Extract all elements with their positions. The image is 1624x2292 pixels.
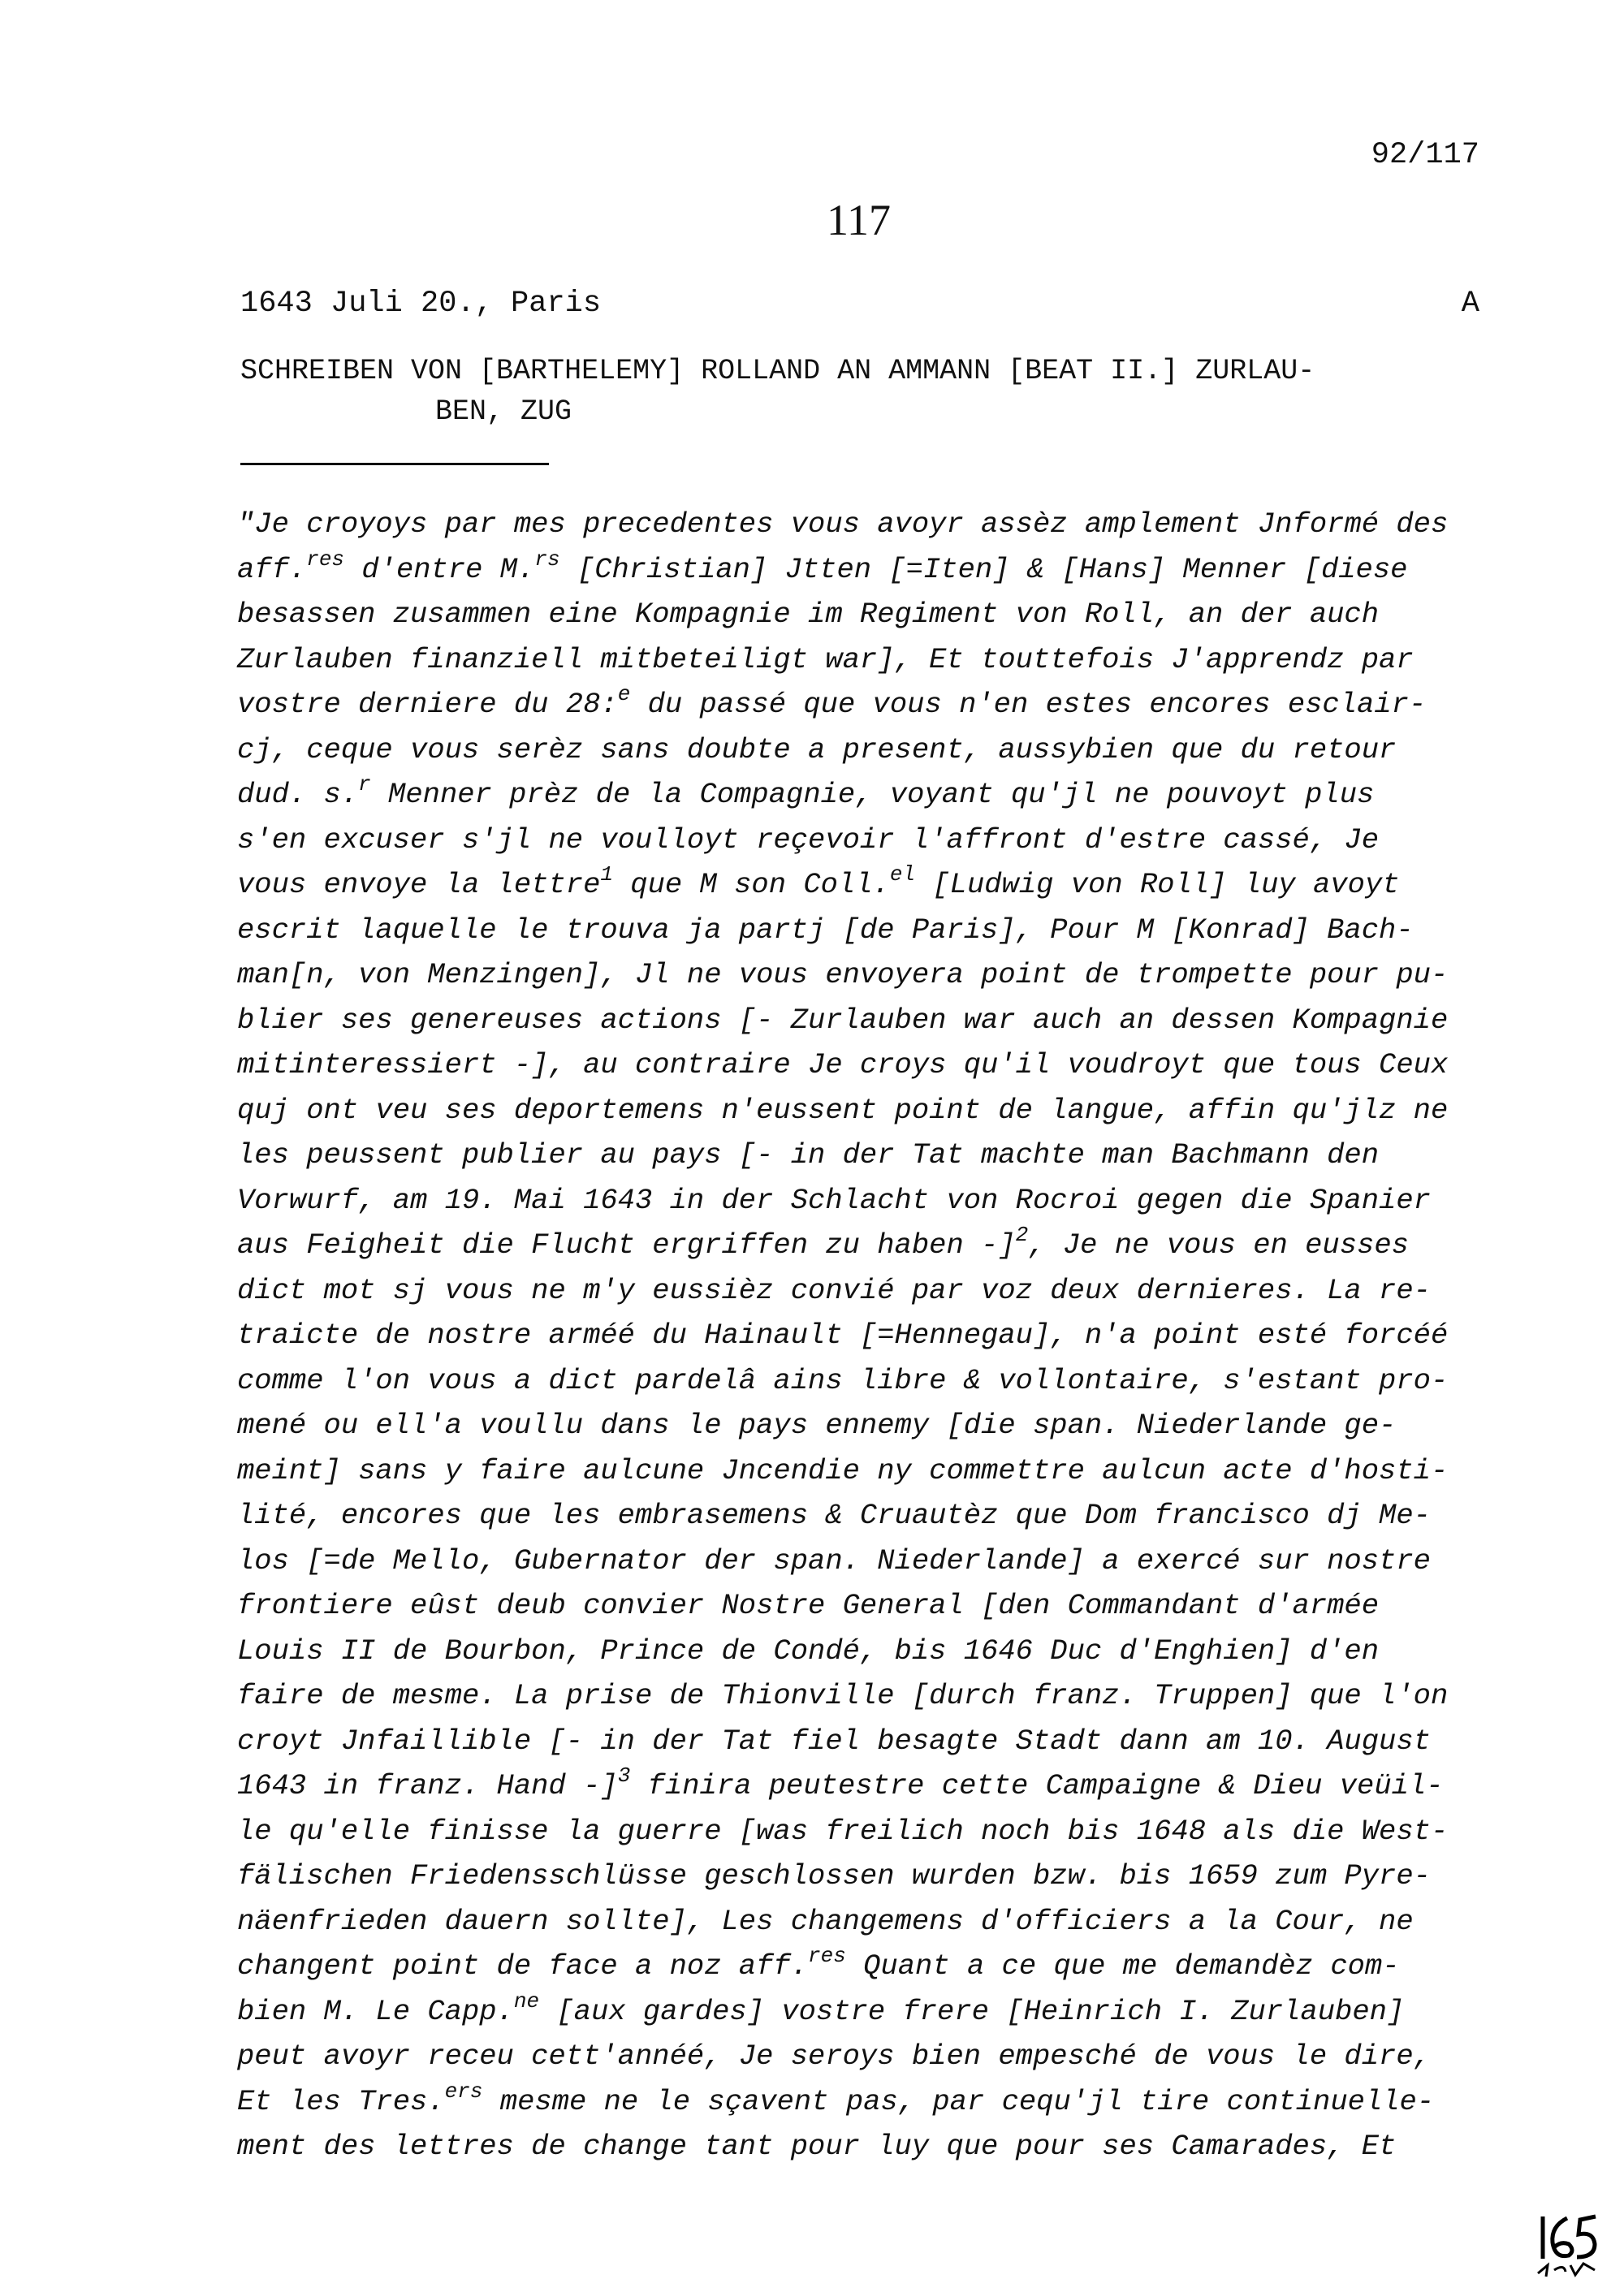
body-text: , Je ne vous en eusses [1028, 1228, 1409, 1262]
body-line [237, 908, 1488, 953]
body-text: Zurlauben finanziell mitbeteiligt war], Et touttefois J'apprendz par [237, 642, 1414, 676]
superscript: 3 [617, 1763, 631, 1788]
body-line [237, 1719, 1488, 1764]
body-text: Vorwurf, am 19. Mai 1643 in der Schlacht von Rocroi gegen die Spanier [237, 1183, 1431, 1217]
body-text: vous envoye la lettre [237, 868, 601, 901]
body-line [237, 1673, 1488, 1719]
archive-reference: 92/117 [1371, 138, 1479, 172]
body-text: croyt Jnfaillible [- in der Tat fiel besagte Stadt dann am 10. August [237, 1724, 1431, 1758]
body-text: aff. [237, 552, 307, 586]
body-line [237, 952, 1488, 998]
body-text: du passé que vous n'en estes encores esclair- [630, 688, 1427, 721]
body-text: [Christian] Jtten [=Iten] & [Hans] Menner [diese [559, 552, 1408, 586]
body-text: dud. s. [237, 778, 359, 811]
body-line [237, 592, 1488, 637]
body-text: lité, encores que les embrasemens & Cruautèz que Dom francisco dj Me- [237, 1499, 1431, 1532]
body-line [237, 1854, 1488, 1899]
body-line [237, 1223, 1488, 1268]
title-line-2: BEN, ZUG [435, 395, 572, 428]
body-line [237, 862, 1488, 908]
title-line-1: SCHREIBEN VON [BARTHELEMY] ROLLAND AN AMMANN [BEAT II.] ZURLAU- [240, 355, 1315, 387]
body-text: man[n, von Menzingen], Jl ne vous envoyera point de trompette pour pu- [237, 958, 1449, 991]
superscript: 2 [1015, 1223, 1029, 1247]
body-line [237, 772, 1488, 818]
body-text: faire de mesme. La prise de Thionville [durch franz. Truppen] que l'on [237, 1679, 1449, 1712]
body-text: escrit laquelle le trouva ja partj [de Paris], Pour M [Konrad] Bach- [237, 913, 1414, 947]
body-text: peut avoyr receu cett'annéé, Je seroys bien empesché de vous le dire, [237, 2039, 1431, 2073]
document-title [240, 351, 1483, 432]
body-line [237, 1809, 1488, 1854]
body-text: ment des lettres de change tant pour luy que pour ses Camarades, Et [237, 2130, 1397, 2163]
superscript: res [808, 1944, 846, 1968]
body-text: que M son Coll. [612, 868, 890, 901]
body-text: besassen zusammen eine Kompagnie im Regiment von Roll, an der auch [237, 598, 1380, 631]
superscript: rs [534, 546, 560, 572]
body-text: le qu'elle finisse la guerre [was freilich noch bis 1648 als die West- [237, 1814, 1449, 1848]
body-line [237, 1448, 1488, 1494]
body-line [237, 1313, 1488, 1358]
body-text: dict mot sj vous ne m'y eussièz convié par voz deux dernieres. La re- [237, 1273, 1431, 1307]
body-text: mitinteressiert -], au contraire Je croys qu'il voudroyt que tous Ceux [237, 1048, 1449, 1081]
letter-body [237, 502, 1488, 2169]
superscript: res [306, 546, 345, 572]
body-line [237, 2079, 1488, 2125]
body-line [237, 1763, 1488, 1809]
body-text: "Je croyoys par mes precedentes vous avoyr assèz amplement Jnformé des [237, 507, 1449, 541]
superscript: 1 [600, 862, 613, 887]
handwritten-folio-number [1527, 2192, 1608, 2281]
body-line [237, 2124, 1488, 2169]
body-text: s'en excuser s'jl ne voulloyt reçevoir l'affront d'estre cassé, Je [237, 822, 1380, 857]
body-line [237, 682, 1488, 727]
body-line [237, 727, 1488, 773]
body-text: d'entre M. [344, 552, 535, 586]
date-place: 1643 Juli 20., Paris [240, 287, 602, 321]
body-line [237, 1178, 1488, 1224]
superscript: ne [513, 1988, 540, 2014]
body-text: quj ont veu ses deportemens n'eussent point de langue, affin qu'jlz ne [237, 1093, 1449, 1127]
body-text: vostre derniere du 28: [237, 688, 618, 721]
body-text: näenfrieden dauern sollte], Les changemens d'officiers a la Cour, ne [237, 1904, 1414, 1938]
body-text: los [=de Mello, Gubernator der span. Niederlande] a exercé sur nostre [237, 1543, 1431, 1578]
body-text: mesme ne le sçavent pas, par cequ'jl tire continuelle- [482, 2084, 1435, 2118]
body-line [237, 1403, 1488, 1448]
body-text: Menner prèz de la Compagnie, voyant qu'jl ne pouvoyt plus [370, 778, 1375, 811]
title-divider [240, 463, 549, 465]
body-text: traicte de nostre arméé du Hainault [=Hennegau], n'a point esté forcéé [237, 1319, 1449, 1352]
body-text: blier ses genereuses actions [- Zurlauben war auch an dessen Kompagnie [237, 1003, 1449, 1037]
body-line [237, 1493, 1488, 1539]
body-line [237, 2034, 1488, 2079]
body-line [237, 1899, 1488, 1945]
body-line [237, 1944, 1488, 1989]
body-text: bien M. Le Capp. [237, 1994, 514, 2028]
body-text: [Ludwig von Roll] luy avoyt [915, 868, 1400, 901]
body-line [237, 1042, 1488, 1088]
body-text: fälischen Friedensschlüsse geschlossen wurden bzw. bis 1659 zum Pyre- [237, 1859, 1431, 1893]
body-line [237, 502, 1488, 547]
body-text: meint] sans y faire aulcune Jncendie ny commettre aulcun acte d'hosti- [237, 1453, 1449, 1487]
body-line [237, 1629, 1488, 1674]
body-text: comme l'on vous a dict pardelâ ains libre & vollontaire, s'estant pro- [237, 1363, 1449, 1397]
document-letter: A [1461, 287, 1479, 321]
body-line [237, 818, 1488, 863]
body-line [237, 1268, 1488, 1314]
body-text: Quant a ce que me demandèz com- [845, 1949, 1400, 1983]
body-text: Louis II de Bourbon, Prince de Condé, bis 1646 Duc d'Enghien] d'en [237, 1634, 1380, 1668]
body-text: mené ou ell'a voullu dans le pays ennemy [die span. Niederlande ge- [237, 1409, 1397, 1442]
superscript: r [358, 772, 371, 796]
body-line [237, 1133, 1488, 1178]
body-text: [aux gardes] vostre frere [Heinrich I. Zurlauben] [539, 1994, 1405, 2028]
body-text: les peussent publier au pays [- in der Tat machte man Bachmann den [237, 1138, 1380, 1172]
body-text: aus Feigheit die Flucht ergriffen zu haben -] [237, 1228, 1016, 1262]
body-line [237, 1539, 1488, 1584]
body-line [237, 1583, 1488, 1629]
body-text: cj, ceque vous serèz sans doubte a present, aussybien que du retour [237, 732, 1397, 766]
body-line [237, 547, 1488, 593]
body-line [237, 637, 1488, 683]
superscript: ers [444, 2078, 483, 2104]
body-line [237, 1358, 1488, 1404]
body-line [237, 1989, 1488, 2035]
body-text: 1643 in franz. Hand -] [237, 1769, 618, 1802]
body-text: changent point de face a noz aff. [237, 1949, 809, 1983]
superscript: e [617, 682, 631, 706]
body-line [237, 998, 1488, 1043]
body-text: finira peutestre cette Campaigne & Dieu veüil- [630, 1769, 1444, 1802]
body-text: Et les Tres. [237, 2084, 445, 2118]
body-line [237, 1088, 1488, 1133]
page-number: 117 [827, 196, 891, 244]
superscript: el [889, 862, 916, 887]
body-text: frontiere eûst deub convier Nostre General [den Commandant d'armée [237, 1589, 1380, 1622]
